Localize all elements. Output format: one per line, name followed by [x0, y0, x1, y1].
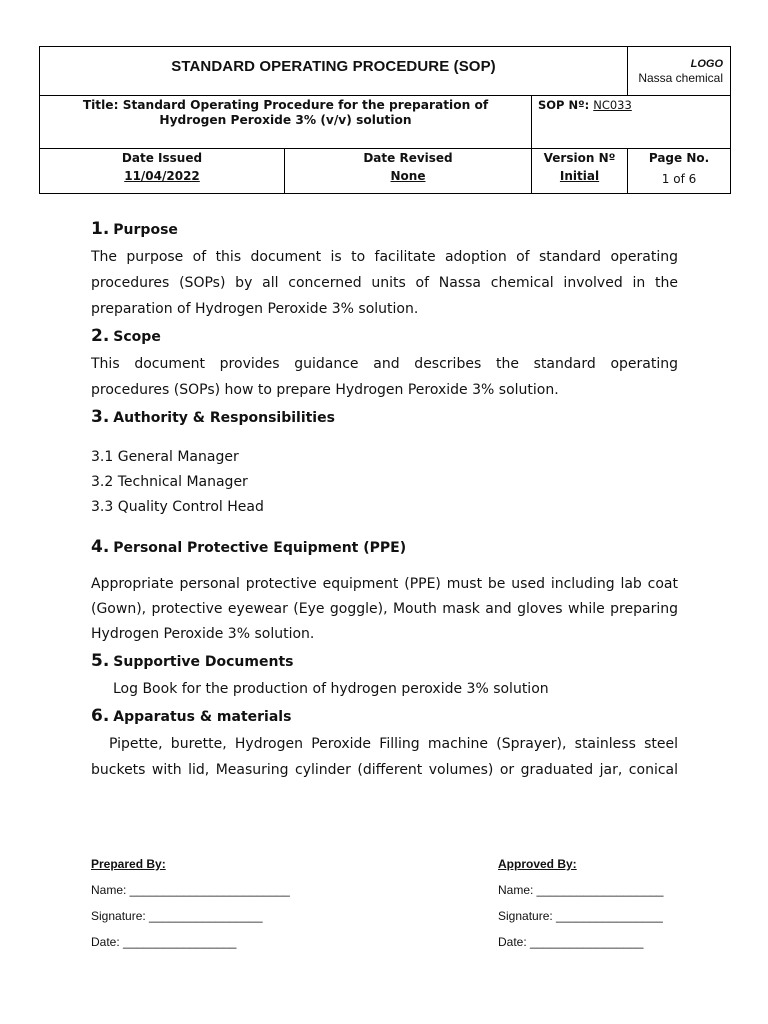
section-number: 2. — [91, 326, 110, 346]
sop-heading: STANDARD OPERATING PROCEDURE (SOP) — [40, 47, 628, 96]
list-item: 3.3 Quality Control Head — [91, 499, 264, 515]
prepared-signature-field: Signature: _________________ — [91, 909, 263, 923]
supportive-documents-text: Log Book for the production of hydrogen peroxide 3% solution — [113, 681, 549, 697]
approved-by-title: Approved By: — [498, 857, 577, 871]
title-line-2: Hydrogen Peroxide 3% (v/v) solution — [159, 113, 412, 127]
apparatus-text: Pipette, burette, Hydrogen Peroxide Filling machine (Sprayer), stainless steel buckets with lid, Measuring cylinder (different volumes) or graduated jar, conical — [91, 736, 678, 778]
page-number-cell — [628, 149, 731, 194]
section-number: 6. — [91, 706, 110, 726]
date-issued-label: Date Issued — [121, 151, 203, 165]
approved-name-field: Name: ___________________ — [498, 883, 664, 897]
logo: LOGO — [690, 58, 724, 70]
section-heading-ppe — [91, 533, 678, 562]
section-number: 5. — [91, 651, 110, 671]
approved-by-block — [498, 851, 663, 955]
scope-text: This document provides guidance and describes the standard operating procedures (SOPs) how to prepare Hydrogen Peroxide 3% solution. — [91, 356, 678, 398]
section-title: Authority & Responsibilities — [113, 410, 335, 426]
section-title: Purpose — [113, 222, 178, 238]
ppe-text: Appropriate personal protective equipment (PPE) must be used including lab coat (Gown), protective eyewear (Eye goggle), Mouth mask and gloves while preparing Hydrogen Peroxide 3% solution. — [91, 576, 678, 642]
purpose-text: The purpose of this document is to facilitate adoption of standard operating procedures (SOPs) by all concerned units of Nassa chemical involved in the preparation of Hydrogen Peroxide 3% solution. — [91, 249, 678, 317]
logo-cell — [628, 47, 731, 96]
document-body — [91, 215, 678, 783]
section-title: Personal Protective Equipment (PPE) — [113, 540, 407, 556]
date-revised-value: None — [390, 169, 426, 183]
sop-number-cell — [532, 96, 731, 149]
date-issued-value: 11/04/2022 — [124, 169, 200, 183]
title-line-1: Title: Standard Operating Procedure for the preparation of — [82, 98, 489, 112]
date-revised-cell — [285, 149, 532, 194]
section-title: Apparatus & materials — [113, 709, 292, 725]
prepared-name-field: Name: ________________________ — [91, 883, 290, 897]
version-label: Version Nº — [543, 151, 616, 165]
sop-number-label: SOP Nº: — [538, 98, 590, 112]
version-cell — [532, 149, 628, 194]
version-value: Initial — [559, 169, 600, 183]
section-heading-supportive-documents — [91, 647, 678, 676]
approved-signature-field: Signature: ________________ — [498, 909, 663, 923]
section-number: 1. — [91, 219, 110, 239]
date-issued-cell — [40, 149, 285, 194]
prepared-by-title: Prepared By: — [91, 857, 166, 871]
approved-date-field: Date: _________________ — [498, 935, 644, 949]
list-item: 3.1 General Manager — [91, 449, 239, 465]
date-revised-label: Date Revised — [363, 151, 453, 165]
section-heading-authority — [91, 403, 678, 432]
sop-header-table — [39, 46, 731, 194]
prepared-date-field: Date: _________________ — [91, 935, 237, 949]
page-number-label: Page No. — [648, 151, 710, 165]
prepared-by-block — [91, 851, 290, 955]
section-heading-purpose — [91, 215, 678, 244]
section-number: 4. — [91, 537, 110, 557]
section-number: 3. — [91, 407, 110, 427]
section-title: Supportive Documents — [113, 654, 294, 670]
section-title: Scope — [113, 329, 161, 345]
section-heading-apparatus — [91, 702, 678, 731]
sop-number-value: NC033 — [593, 98, 632, 112]
company-name: Nassa chemical — [638, 71, 724, 85]
section-heading-scope — [91, 322, 678, 351]
list-item: 3.2 Technical Manager — [91, 474, 248, 490]
document-title — [40, 96, 532, 149]
page-number-value: 1 of 6 — [661, 172, 697, 186]
